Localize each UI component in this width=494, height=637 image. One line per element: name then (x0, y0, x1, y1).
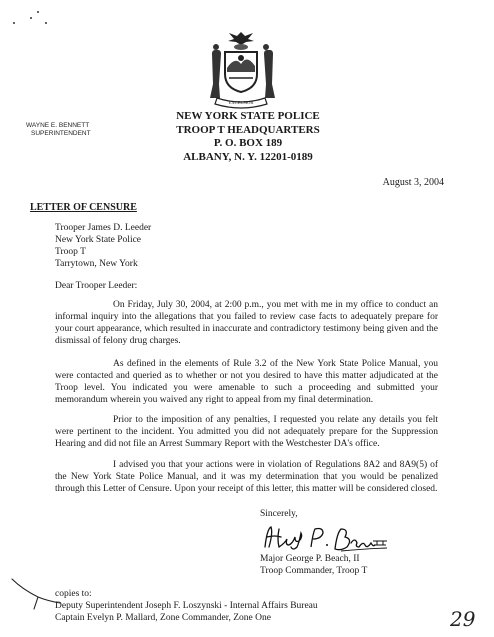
letterhead-office: TROOP T HEADQUARTERS (176, 123, 320, 136)
body-paragraph-4 (55, 459, 438, 495)
state-seal-emblem (203, 28, 279, 110)
superintendent-name: WAYNE E. BENNETT (26, 122, 90, 129)
superintendent-title: SUPERINTENDENT (31, 130, 91, 137)
complimentary-close: Sincerely, (260, 509, 298, 519)
paragraph-text: As defined in the elements of Rule 3.2 of the New York State Police Manual, you were contacted and queried as to whether or not you desired to have this matter adjudicated at the Troop level. You indicated you were amenable to such a proceeding and submitted your memorandum wherein you waived any right to appeal from my final determination. (55, 359, 438, 405)
scan-speck (13, 22, 15, 24)
copy-recipient: Deputy Superintendent Joseph F. Loszynski - Internal Affairs Bureau (55, 601, 318, 611)
letter-date: August 3, 2004 (382, 177, 444, 188)
scan-speck (37, 11, 39, 13)
copies-label: copies to: (55, 589, 92, 599)
paragraph-text: I advised you that your actions were in violation of Regulations 8A2 and 8A9(5) of the New York State Police Manual, and it was my determination that you would be penalized through this Letter of Censure. Upon your receipt of this letter, this matter will be considered closed. (55, 460, 438, 494)
recipient-agency: New York State Police (55, 235, 142, 245)
letterhead-agency: NEW YORK STATE POLICE (176, 110, 320, 122)
letterhead-po-box: P. O. BOX 189 (213, 137, 283, 149)
copy-recipient: Captain Evelyn P. Mallard, Zone Commander, Zone One (55, 612, 271, 623)
copies-list (55, 601, 318, 624)
salutation: Dear Trooper Leeder: (55, 281, 138, 291)
paragraph-text: Prior to the imposition of any penalties, I requested you relate any details you felt were pertinent to the incident. You admitted you did not adequately prepare for the Suppression Hearing and did not file an Arrest Summary Report with the Westchester DA's office. (55, 415, 438, 449)
paragraph-text: On Friday, July 30, 2004, at 2:00 p.m., you met with me in my office to conduct an informal inquiry into the allegations that you failed to review case facts to adequately prepare for your court appearance, which resulted in inaccurate and contradictory testimony being given and the dismissal of felony drug charges. (55, 300, 438, 346)
letterhead-city: ALBANY, N. Y. 12201-0189 (183, 150, 313, 163)
signer-name: Major George P. Beach, II (260, 554, 360, 564)
recipient-address (55, 222, 151, 270)
pen-mark (10, 577, 60, 611)
letterhead (148, 110, 348, 164)
body-paragraph-3 (55, 414, 438, 450)
handwritten-signature (257, 523, 392, 555)
handwritten-page-number (448, 605, 486, 631)
recipient-city: Tarrytown, New York (55, 259, 138, 269)
page-number-text: 29 (450, 607, 476, 631)
signer-block (260, 553, 367, 577)
superintendent-block (26, 122, 91, 138)
signer-title: Troop Commander, Troop T (260, 566, 368, 576)
body-paragraph-1 (55, 299, 438, 347)
scan-speck (30, 17, 32, 19)
seal-banner-text: EXCELSIOR (228, 100, 254, 105)
recipient-troop: Troop T (55, 247, 86, 257)
recipient-name: Trooper James D. Leeder (55, 223, 152, 233)
letter-heading: LETTER OF CENSURE (30, 202, 137, 213)
scan-speck (45, 22, 47, 24)
body-paragraph-2 (55, 358, 438, 406)
